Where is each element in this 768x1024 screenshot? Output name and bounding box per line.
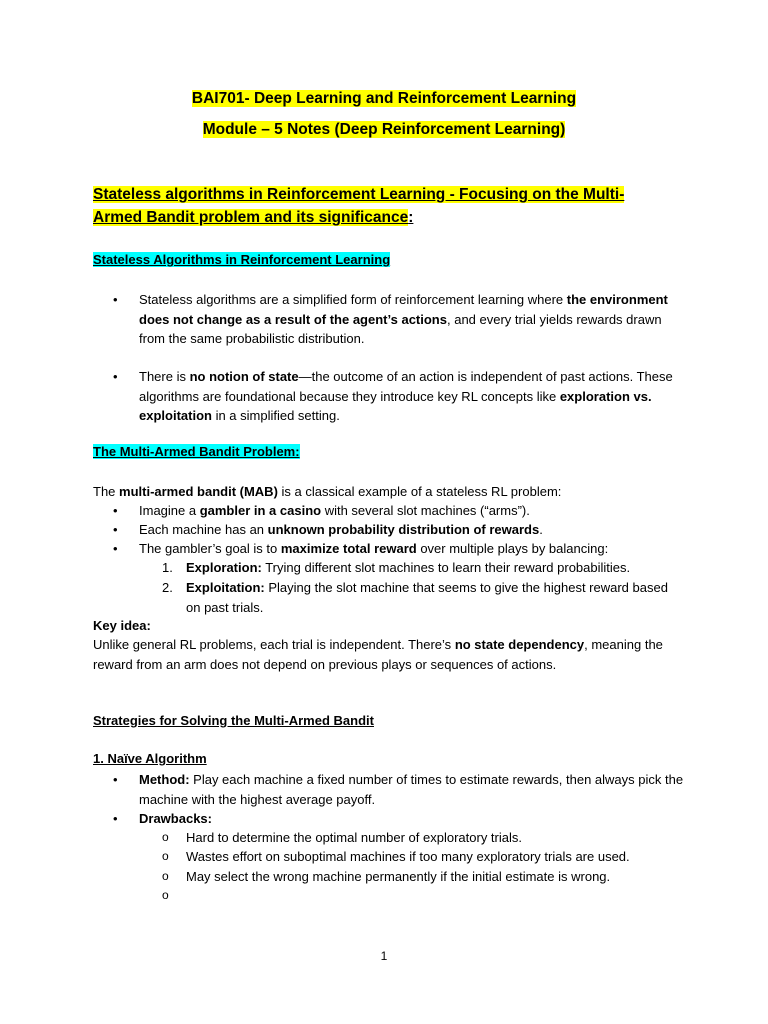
naive-drawbacks-label: Drawbacks: — [139, 811, 212, 826]
bullet-icon: • — [113, 541, 118, 556]
section-heading-mab: The Multi-Armed Bandit Problem: — [93, 444, 300, 459]
key-idea-text: Unlike general RL problems, each trial is independent. There’s no state dependency, meaning the reward from an arm does not depend on previous plays or sequences of actions. — [93, 637, 663, 672]
list-number: 1. — [162, 560, 173, 575]
drawback-2: Wastes effort on suboptimal machines if too many exploratory trials are used. — [186, 849, 630, 864]
stateless-point-2: There is no notion of state—the outcome of an action is independent of past actions. These algorithms are foundational because they introduce key RL concepts like exploration vs. exploitation in a simplified setting. — [139, 369, 673, 423]
bullet-icon: • — [113, 369, 118, 384]
bullet-icon: • — [113, 772, 118, 787]
mab-point-1: Imagine a gambler in a casino with several slot machines (“arms”). — [139, 503, 530, 518]
stateless-point-1: Stateless algorithms are a simplified form of reinforcement learning where the environment does not change as a result of the agent’s actions, and every trial yields rewards drawn from the same probabilistic distribution. — [139, 292, 668, 346]
mab-point-3: The gambler’s goal is to maximize total reward over multiple plays by balancing: — [139, 541, 609, 556]
drawback-1: Hard to determine the optimal number of exploratory trials. — [186, 830, 522, 845]
mab-intro: The multi-armed bandit (MAB) is a classical example of a stateless RL problem: — [93, 484, 562, 499]
list-number: 2. — [162, 580, 173, 595]
naive-method: Method: Play each machine a fixed number of times to estimate rewards, then always pick the machine with the highest average payoff. — [139, 772, 684, 807]
exploration-item: Exploration: Trying different slot machines to learn their reward probabilities. — [186, 560, 631, 575]
bullet-icon: • — [113, 292, 118, 307]
key-idea-label: Key idea: — [93, 618, 151, 633]
circle-bullet-icon: o — [162, 849, 169, 863]
mab-point-2: Each machine has an unknown probability distribution of rewards. — [139, 522, 543, 537]
circle-bullet-icon: o — [162, 888, 169, 902]
bullet-icon: • — [113, 503, 118, 518]
document-title: BAI701- Deep Learning and Reinforcement Learning — [191, 90, 577, 107]
drawback-3: May select the wrong machine permanently if the initial estimate is wrong. — [186, 869, 611, 884]
section-heading-stateless: Stateless Algorithms in Reinforcement Learning — [93, 252, 391, 267]
module-title: Module – 5 Notes (Deep Reinforcement Learning) — [202, 121, 566, 138]
page-number: 1 — [380, 949, 388, 963]
circle-bullet-icon: o — [162, 830, 169, 844]
bullet-icon: • — [113, 811, 118, 826]
section-heading-strategies: Strategies for Solving the Multi-Armed Bandit — [93, 713, 374, 728]
exploitation-item: Exploitation: Playing the slot machine that seems to give the highest reward based on past trials. — [186, 580, 668, 615]
circle-bullet-icon: o — [162, 869, 169, 883]
main-heading: Stateless algorithms in Reinforcement Learning - Focusing on the Multi- Armed Bandit problem and its significance: — [93, 186, 625, 226]
naive-algorithm-heading: 1. Naïve Algorithm — [93, 751, 207, 766]
bullet-icon: • — [113, 522, 118, 537]
